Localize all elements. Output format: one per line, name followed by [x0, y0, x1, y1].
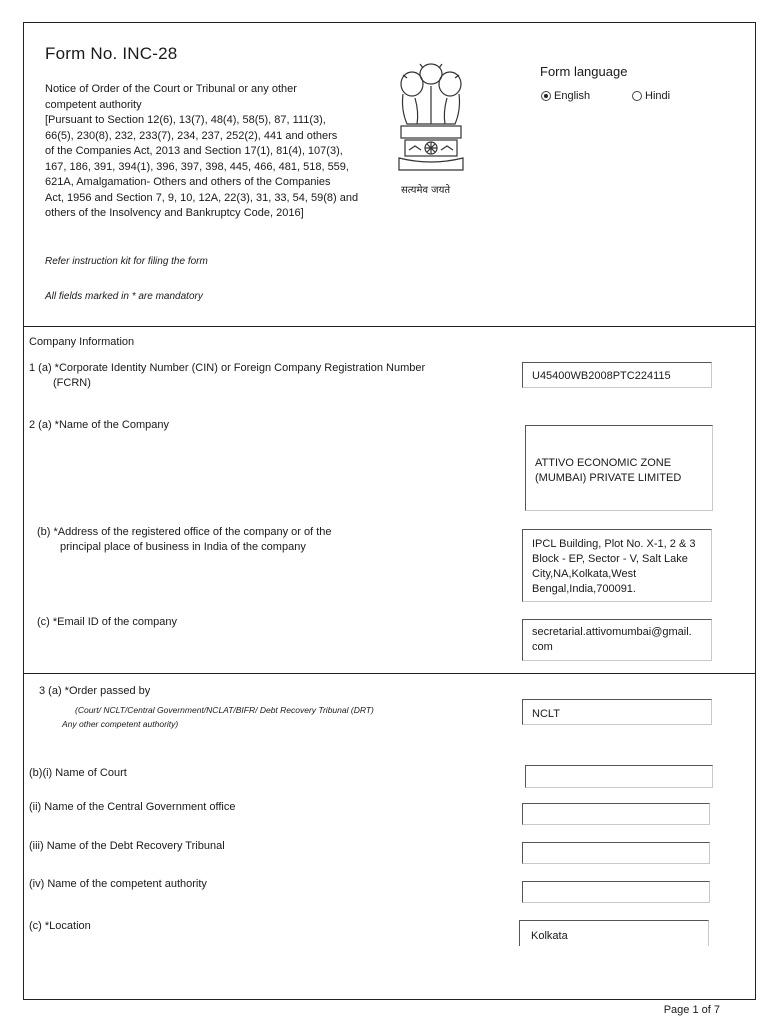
section-divider: [23, 326, 756, 327]
address-label-line: (b) *Address of the registered office of the company or of the: [37, 526, 332, 538]
court-name-label: (b)(i) Name of Court: [29, 767, 127, 779]
notice-line: 167, 186, 391, 394(1), 396, 397, 398, 445, 466, 481, 518, 559,: [45, 160, 349, 173]
address-line: City,NA,Kolkata,West: [532, 568, 637, 580]
notice-line: competent authority: [45, 98, 142, 111]
order-hint: [62, 703, 374, 731]
address-line: Bengal,India,700091.: [532, 583, 636, 595]
order-passed-input[interactable]: NCLT: [522, 699, 712, 725]
company-name-line: ATTIVO ECONOMIC ZONE: [535, 457, 672, 469]
notice-line: 621A, Amalgamation- Others and others of the Companies: [45, 176, 331, 188]
competent-authority-label: (iv) Name of the competent authority: [29, 878, 207, 890]
central-govt-office-input[interactable]: [522, 803, 710, 825]
notice-line: of the Companies Act, 2013 and Section 17(1), 81(4), 107(3),: [45, 145, 343, 157]
order-passed-label: 3 (a) *Order passed by: [39, 685, 151, 697]
notice-line: Notice of Order of the Court or Tribunal or any other: [45, 83, 297, 95]
cin-label-line: 1 (a) *Corporate Identity Number (CIN) or Foreign Company Registration Number: [29, 362, 426, 374]
email-input[interactable]: [522, 619, 712, 661]
location-input[interactable]: Kolkata: [519, 920, 709, 946]
emblem-caption: सत्यमेव जयते: [401, 185, 451, 196]
form-language-label: Form language: [540, 64, 628, 79]
address-label: [37, 525, 332, 555]
address-line: Block - EP, Sector - V, Salt Lake: [532, 553, 688, 565]
notice-line: Act, 1956 and Section 7, 9, 10, 12A, 22(3), 31, 33, 54, 59(8) and: [45, 191, 359, 204]
radio-unselected-icon[interactable]: [632, 91, 642, 101]
form-notice: [45, 82, 375, 222]
section-title-company-information: Company Information: [29, 336, 135, 348]
order-hint-line: Any other competent authority): [62, 719, 179, 729]
email-line: secretarial.attivomumbai@gmail.: [532, 626, 692, 638]
address-input[interactable]: [522, 529, 712, 602]
court-name-input[interactable]: [525, 765, 713, 788]
email-label: (c) *Email ID of the company: [37, 616, 177, 628]
radio-selected-icon[interactable]: [541, 91, 551, 101]
language-option-english[interactable]: [541, 90, 590, 102]
national-emblem-icon: [393, 58, 469, 176]
company-name-input[interactable]: [525, 425, 713, 511]
page-number: Page 1 of 7: [663, 1004, 720, 1016]
language-option-label: English: [554, 90, 591, 102]
notice-line: others of the Insolvency and Bankruptcy Code, 2016]: [45, 207, 304, 219]
central-govt-office-label: (ii) Name of the Central Government office: [29, 801, 236, 813]
cin-input[interactable]: U45400WB2008PTC224115: [522, 362, 712, 388]
company-name-line: (MUMBAI) PRIVATE LIMITED: [535, 472, 682, 484]
address-label-line: principal place of business in India of the company: [60, 541, 306, 553]
language-option-label: Hindi: [645, 90, 671, 102]
language-option-hindi[interactable]: [632, 90, 670, 102]
location-label: (c) *Location: [29, 920, 91, 932]
competent-authority-input[interactable]: [522, 881, 710, 903]
drt-label: (iii) Name of the Debt Recovery Tribunal: [29, 840, 225, 852]
cin-label-line: (FCRN): [53, 377, 91, 389]
notice-line: 66(5), 230(8), 232, 233(7), 234, 237, 252(2), 441 and others: [45, 129, 338, 142]
drt-input[interactable]: [522, 842, 710, 864]
address-line: IPCL Building, Plot No. X-1, 2 & 3: [532, 538, 696, 550]
section-divider: [23, 673, 756, 674]
email-line: com: [532, 641, 553, 653]
form-title: Form No. INC-28: [45, 44, 178, 63]
notice-line: [Pursuant to Section 12(6), 13(7), 48(4), 58(5), 87, 111(3),: [45, 114, 326, 126]
cin-label: [29, 361, 425, 391]
order-hint-line: (Court/ NCLT/Central Government/NCLAT/BIFR/ Debt Recovery Tribunal (DRT): [75, 705, 374, 715]
instruction-note: Refer instruction kit for filing the form: [45, 256, 208, 267]
company-name-label: 2 (a) *Name of the Company: [29, 419, 170, 431]
mandatory-note: All fields marked in * are mandatory: [45, 291, 203, 302]
